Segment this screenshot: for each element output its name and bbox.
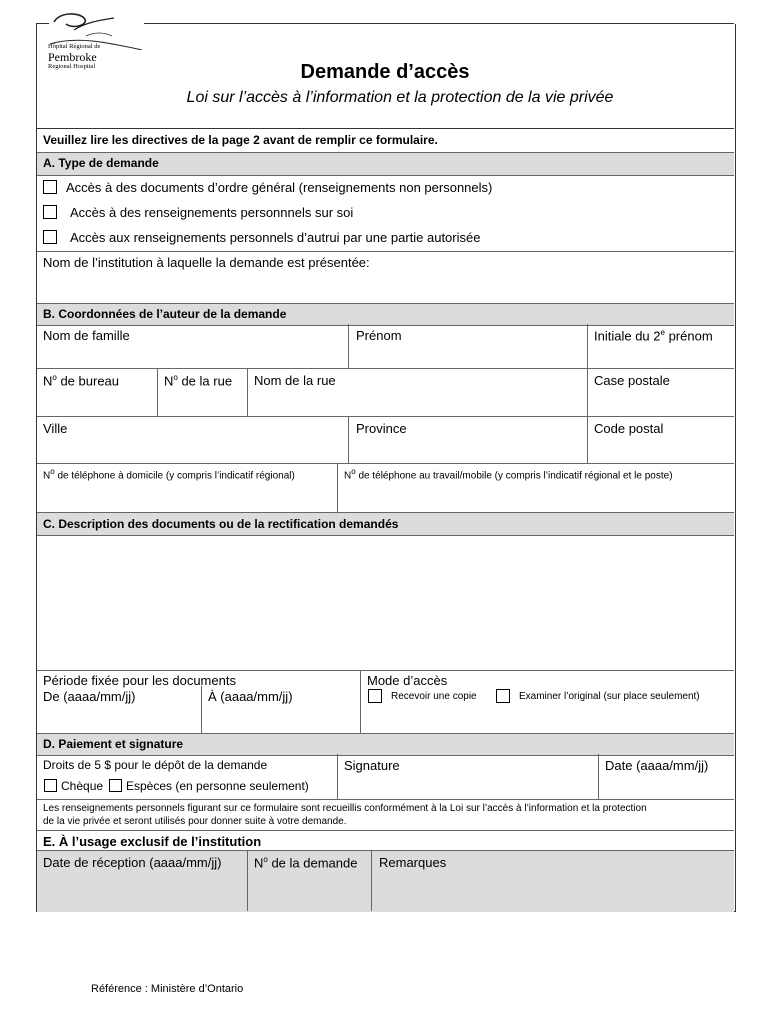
divider <box>360 670 361 733</box>
signature-field[interactable] <box>338 776 597 798</box>
page-title: Demande d’accès <box>300 61 470 83</box>
remarks-label: Remarques <box>379 855 447 870</box>
street-number-field[interactable] <box>158 392 246 415</box>
work-phone-label: $N^o$ de téléphone au travail/mobile (y compris l’indicatif régional et le poste) <box>344 467 673 482</box>
option-own-info: Accès à des renseignements personnnels sur soi <box>70 205 354 220</box>
first-name-field[interactable] <box>349 345 586 367</box>
institution-label: Nom de l’institution à laquelle la demande est présentée: <box>43 255 370 270</box>
section-b-title: B. Coordonnées de l’auteur de la demande <box>43 307 287 321</box>
work-phone-field[interactable] <box>338 482 734 511</box>
receive-copy-label: Recevoir une copie <box>391 691 477 702</box>
middle-initial-label: Initiale du 2e prénom <box>594 328 713 344</box>
office-number-field[interactable] <box>37 392 156 415</box>
divider <box>247 850 248 911</box>
postal-code-label: Code postal <box>594 421 664 436</box>
to-date-label: À (aaaa/mm/jj) <box>208 689 293 704</box>
province-label: Province <box>356 421 407 436</box>
privacy-notice-line-2: de la vie privée et seront utilisés pour donner suite à votre demande. <box>43 816 347 827</box>
checkbox-other-info[interactable] <box>43 230 57 244</box>
option-general-docs: Accès à des documents d’ordre général (renseignements non personnels) <box>66 180 493 195</box>
po-box-label: Case postale <box>594 373 670 388</box>
middle-initial-field[interactable] <box>588 345 734 367</box>
checkbox-receive-copy[interactable] <box>368 689 382 703</box>
street-name-field[interactable] <box>248 392 586 415</box>
frame-top-right <box>144 23 734 24</box>
cash-label: Espèces (en personne seulement) <box>126 779 309 793</box>
province-field[interactable] <box>349 440 586 462</box>
section-d-title: D. Paiement et signature <box>43 737 184 751</box>
checkbox-cheque[interactable] <box>44 779 57 792</box>
postal-code-field[interactable] <box>588 440 734 462</box>
logo-line-3: Regional Hospital <box>48 63 96 70</box>
examine-original-label: Examiner l’original (sur place seulement) <box>519 691 700 702</box>
date-label: Date (aaaa/mm/jj) <box>605 758 709 773</box>
reception-date-label: Date de réception (aaaa/mm/jj) <box>43 855 222 870</box>
home-phone-field[interactable] <box>37 482 336 511</box>
cheque-label: Chèque <box>61 779 104 793</box>
section-c-title: C. Description des documents ou de la rectification demandés <box>43 517 399 531</box>
divider <box>37 670 734 671</box>
signature-label: Signature <box>344 758 400 773</box>
request-number-label: $N^o$ de la demande <box>254 855 358 871</box>
street-name-label: Nom de la rue <box>254 373 336 388</box>
institution-field[interactable] <box>37 270 734 302</box>
section-e-title: E. À l’usage exclusif de l’institution <box>43 834 262 849</box>
divider <box>37 251 734 252</box>
description-field[interactable] <box>37 535 734 669</box>
checkbox-examine-original[interactable] <box>496 689 510 703</box>
date-field[interactable] <box>599 776 734 798</box>
footer-reference: Référence : Ministère d’Ontario <box>91 983 244 995</box>
divider <box>37 128 734 129</box>
divider <box>37 416 734 417</box>
option-other-info: Accès aux renseignements personnels d’autrui par une partie autorisée <box>70 230 481 245</box>
section-a-title: A. Type de demande <box>43 156 159 170</box>
last-name-label: Nom de famille <box>43 328 130 343</box>
fee-label: Droits de 5 $ pour le dépôt de la demande <box>43 758 268 772</box>
street-number-label: $N^o$ de la rue <box>164 373 233 389</box>
divider <box>37 830 734 831</box>
divider <box>371 850 372 911</box>
po-box-field[interactable] <box>588 392 734 415</box>
divider <box>37 368 734 369</box>
city-label: Ville <box>43 421 68 436</box>
home-phone-label: $N^o$ de téléphone à domicile (y compris l’indicatif régional) <box>43 467 295 482</box>
logo-line-2: Pembroke <box>48 50 97 64</box>
from-date-label: De (aaaa/mm/jj) <box>43 689 136 704</box>
checkbox-cash[interactable] <box>109 779 122 792</box>
page-subtitle: Loi sur l’accès à l’information et la protection de la vie privée <box>186 89 614 106</box>
office-number-label: $N^o$ de bureau <box>43 373 120 389</box>
from-date-field[interactable] <box>37 705 200 732</box>
last-name-field[interactable] <box>37 345 347 367</box>
divider <box>37 799 734 800</box>
instructions: Veuillez lire les directives de la page 2 avant de remplir ce formulaire. <box>43 133 438 147</box>
checkbox-general-docs[interactable] <box>43 180 57 194</box>
first-name-label: Prénom <box>356 328 402 343</box>
divider <box>37 463 734 464</box>
privacy-notice-line-1: Les renseignements personnels figurant sur ce formulaire sont recueillis conformément à la Loi sur l’accès à l’information et la protection <box>43 803 647 814</box>
logo-line-1: Hôpital Régional de <box>48 43 101 50</box>
access-mode-label: Mode d’accès <box>367 673 448 688</box>
to-date-field[interactable] <box>202 705 359 732</box>
city-field[interactable] <box>37 440 347 462</box>
checkbox-own-info[interactable] <box>43 205 57 219</box>
period-label: Période fixée pour les documents <box>43 673 236 688</box>
